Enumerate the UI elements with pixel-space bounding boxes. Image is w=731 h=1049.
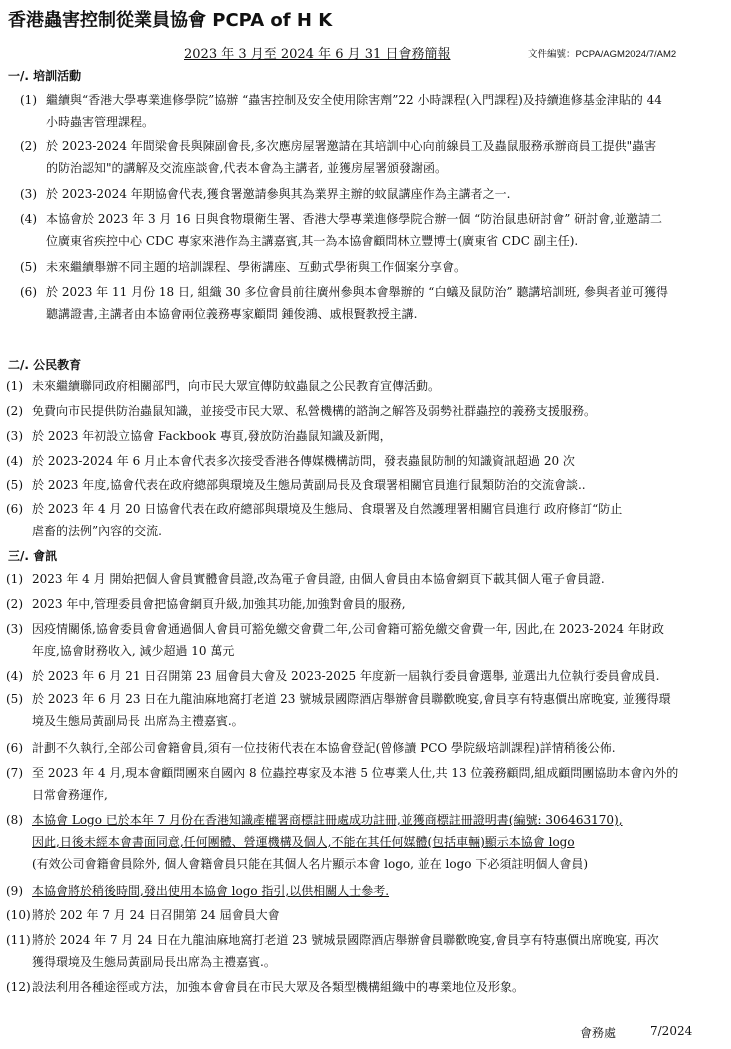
item-text-line: 未來繼續聯同政府相關部門，向市民大眾宣傳防蚊蟲鼠之公民教育宣傳活動。 [32, 379, 441, 393]
item-text-line: 於 2023-2024 年間梁會長與陳副會長,多次應房屋署邀請在其培訓中心向前線員工及蟲鼠服務承辦商員工提供"蟲害 [46, 139, 657, 153]
item-number: (2) [20, 139, 37, 153]
item-text-line: 本協會 Logo 已於本年 7 月份在香港知識產權署商標註冊處成功註冊,並獲商標註冊證明書(編號: 306463170), [32, 813, 623, 827]
item-number: (2) [6, 597, 23, 611]
item-text-line: 免費向市民提供防治蟲鼠知識，並接受市民大眾、私營機構的諮詢之解答及弱勢社群蟲控的義務支援服務。 [32, 404, 597, 418]
footer-department: 會務處 [580, 1026, 617, 1040]
item-number: (3) [20, 187, 37, 201]
item-number: (7) [6, 766, 23, 780]
item-text-line: 設法利用各種途徑或方法，加強本會會員在市民大眾及各類型機構組織中的專業地位及形象。 [32, 980, 525, 994]
section-heading-newsletter: 三/. 會訊 [8, 549, 58, 563]
item-text-line: 本協會將於稍後時間,發出使用本協會 logo 指引,以供相關人士參考. [32, 884, 390, 898]
item-text-line: 的防治認知"的講解及交流座談會,代表本會為主講者, 並獲房屋署頒發謝函。 [46, 161, 447, 175]
item-number: (1) [6, 572, 23, 586]
item-number: (4) [20, 212, 37, 226]
item-text-line: 至 2023 年 4 月,現本會顧問團來自國內 8 位蟲控專家及本港 5 位專業人仕,共 13 位義務顧問,組成顧問團協助本會內外的 [32, 766, 679, 780]
item-text-line: 於 2023 年 6 月 23 日在九龍油麻地窩打老道 23 號城景國際酒店舉辦會員聯歡晚宴,會員享有特惠價出席晚宴, 並獲得環 [32, 692, 671, 706]
item-number: (3) [6, 622, 23, 636]
item-text-line: 小時蟲害管理課程。 [46, 115, 155, 129]
item-text-line: 2023 年中,管理委員會把協會網頁升級,加強其功能,加強對會員的服務, [32, 597, 406, 611]
item-text-line: 年度,協會財務收入, 減少超過 10 萬元 [32, 644, 235, 658]
item-text-line: 繼續與“香港大學專業進修學院”協辦 “蟲害控制及安全使用除害劑”22 小時課程(入門課程)及持續進修基金津貼的 44 [46, 93, 662, 107]
item-text-line: 於 2023 年度,協會代表在政府總部與環境及生態局黃副局長及食環署相關官員進行鼠類防治的交流會談.. [32, 478, 586, 492]
report-title: 2023 年 3 月至 2024 年 6 月 31 日會務簡報 [184, 47, 451, 62]
item-text-line: 位廣東省疾控中心 CDC 專家來港作為主講嘉賓,其一為本協會顧問林立豐博士(廣東省 CDC 副主任). [46, 234, 579, 248]
item-number: (12) [6, 980, 31, 994]
item-number: (6) [6, 502, 23, 516]
item-text-line: 於 2023 年 11 月份 18 日, 組織 30 多位會員前往廣州參與本會舉辦的 “白蟻及鼠防治” 聽講培訓班, 參與者並可獲得 [46, 285, 669, 299]
item-number: (5) [20, 260, 37, 274]
footer-date: 7/2024 [650, 1024, 693, 1038]
item-number: (10) [6, 908, 31, 922]
item-number: (3) [6, 429, 23, 443]
section-heading-training: 一/. 培訓活動 [8, 69, 82, 83]
item-text-line: (有效公司會籍會員除外, 個人會籍會員只能在其個人名片顯示本會 logo, 並在 logo 下必須註明個人會員) [32, 857, 589, 871]
item-text-line: 聽講證書,主講者由本協會兩位義務專家顧問 鍾俊鴻、戚根賢教授主講. [46, 307, 418, 321]
item-number: (6) [20, 285, 37, 299]
item-text-line: 境及生態局黃副局長 出席為主禮嘉賓.。 [32, 714, 244, 728]
item-text-line: 於 2023 年 4 月 20 日協會代表在政府總部與環境及生態局、食環署及自然護理署相關官員進行 政府修訂“防止 [32, 502, 623, 516]
item-number: (1) [20, 93, 37, 107]
item-number: (2) [6, 404, 23, 418]
item-text-line: 2023 年 4 月 開始把個人會員實體會員證,改為電子會員證, 由個人會員由本協會網頁下載其個人電子會員證. [32, 572, 605, 586]
item-number: (4) [6, 669, 23, 683]
item-number: (5) [6, 478, 23, 492]
item-text-line: 於 2023 年初設立協會 Fackbook 專頁,發放防治蟲鼠知識及新聞， [32, 429, 392, 443]
document-number: 文件編號：PCPA/AGM2024/7/AM2 [528, 49, 677, 60]
section-heading-civic-education: 二/. 公民教育 [8, 358, 82, 372]
item-number: (4) [6, 454, 23, 468]
item-text-line: 日常會務運作, [32, 788, 108, 802]
item-number: (11) [6, 933, 31, 947]
item-text-line: 於 2023 年 6 月 21 日召開第 23 屆會員大會及 2023-2025 年度新一屆執行委員會選舉, 並選出九位執行委員會成員. [32, 669, 660, 683]
item-text-line: 獲得環境及生態局黃副局長出席為主禮嘉賓.。 [32, 955, 276, 969]
item-number: (8) [6, 813, 23, 827]
item-text-line: 計劃不久執行,全部公司會籍會員,須有一位技術代表在本協會登記(曾修讀 PCO 學院級培訓課程)詳情稍後公佈. [32, 741, 616, 755]
item-text-line: 未來繼續舉辦不同主題的培訓課程、學術講座、互動式學術與工作個案分享會。 [46, 260, 467, 274]
item-text-line: 將於 202 年 7 月 24 日召開第 24 屆會員大會 [32, 908, 280, 922]
item-text-line: 因疫情關係,協會委員會會通過個人會員可豁免繳交會費二年,公司會籍可豁免繳交會費一年, 因此,在 2023-2024 年財政 [32, 622, 664, 636]
item-text-line: 將於 2024 年 7 月 24 日在九龍油麻地窩打老道 23 號城景國際酒店舉辦會員聯歡晚宴,會員享有特惠價出席晚宴, 再次 [32, 933, 659, 947]
item-number: (1) [6, 379, 23, 393]
organization-title: 香港蟲害控制從業員協會 PCPA of H K [8, 10, 333, 31]
item-text-line: 於 2023-2024 年期協會代表,獲食署邀請參與其為業界主辦的蚊鼠講座作為主講者之一. [46, 187, 511, 201]
item-number: (5) [6, 692, 23, 706]
item-text-line: 於 2023-2024 年 6 月止本會代表多次接受香港各傳媒機構訪問，發表蟲鼠防制的知識資訊超過 20 次 [32, 454, 575, 468]
item-text-line: 本協會於 2023 年 3 月 16 日與食物環衛生署、香港大學專業進修學院合辦一個 “防治鼠患研討會” 研討會,並邀請二 [46, 212, 663, 226]
item-text-line: 因此,日後未經本會書面同意,任何團體、營運機構及個人,不能在其任何媒體(包括車輛)顯示本協會 logo [32, 835, 575, 849]
item-text-line: 虐畜的法例”內容的交流. [32, 524, 162, 538]
item-number: (6) [6, 741, 23, 755]
item-number: (9) [6, 884, 23, 898]
